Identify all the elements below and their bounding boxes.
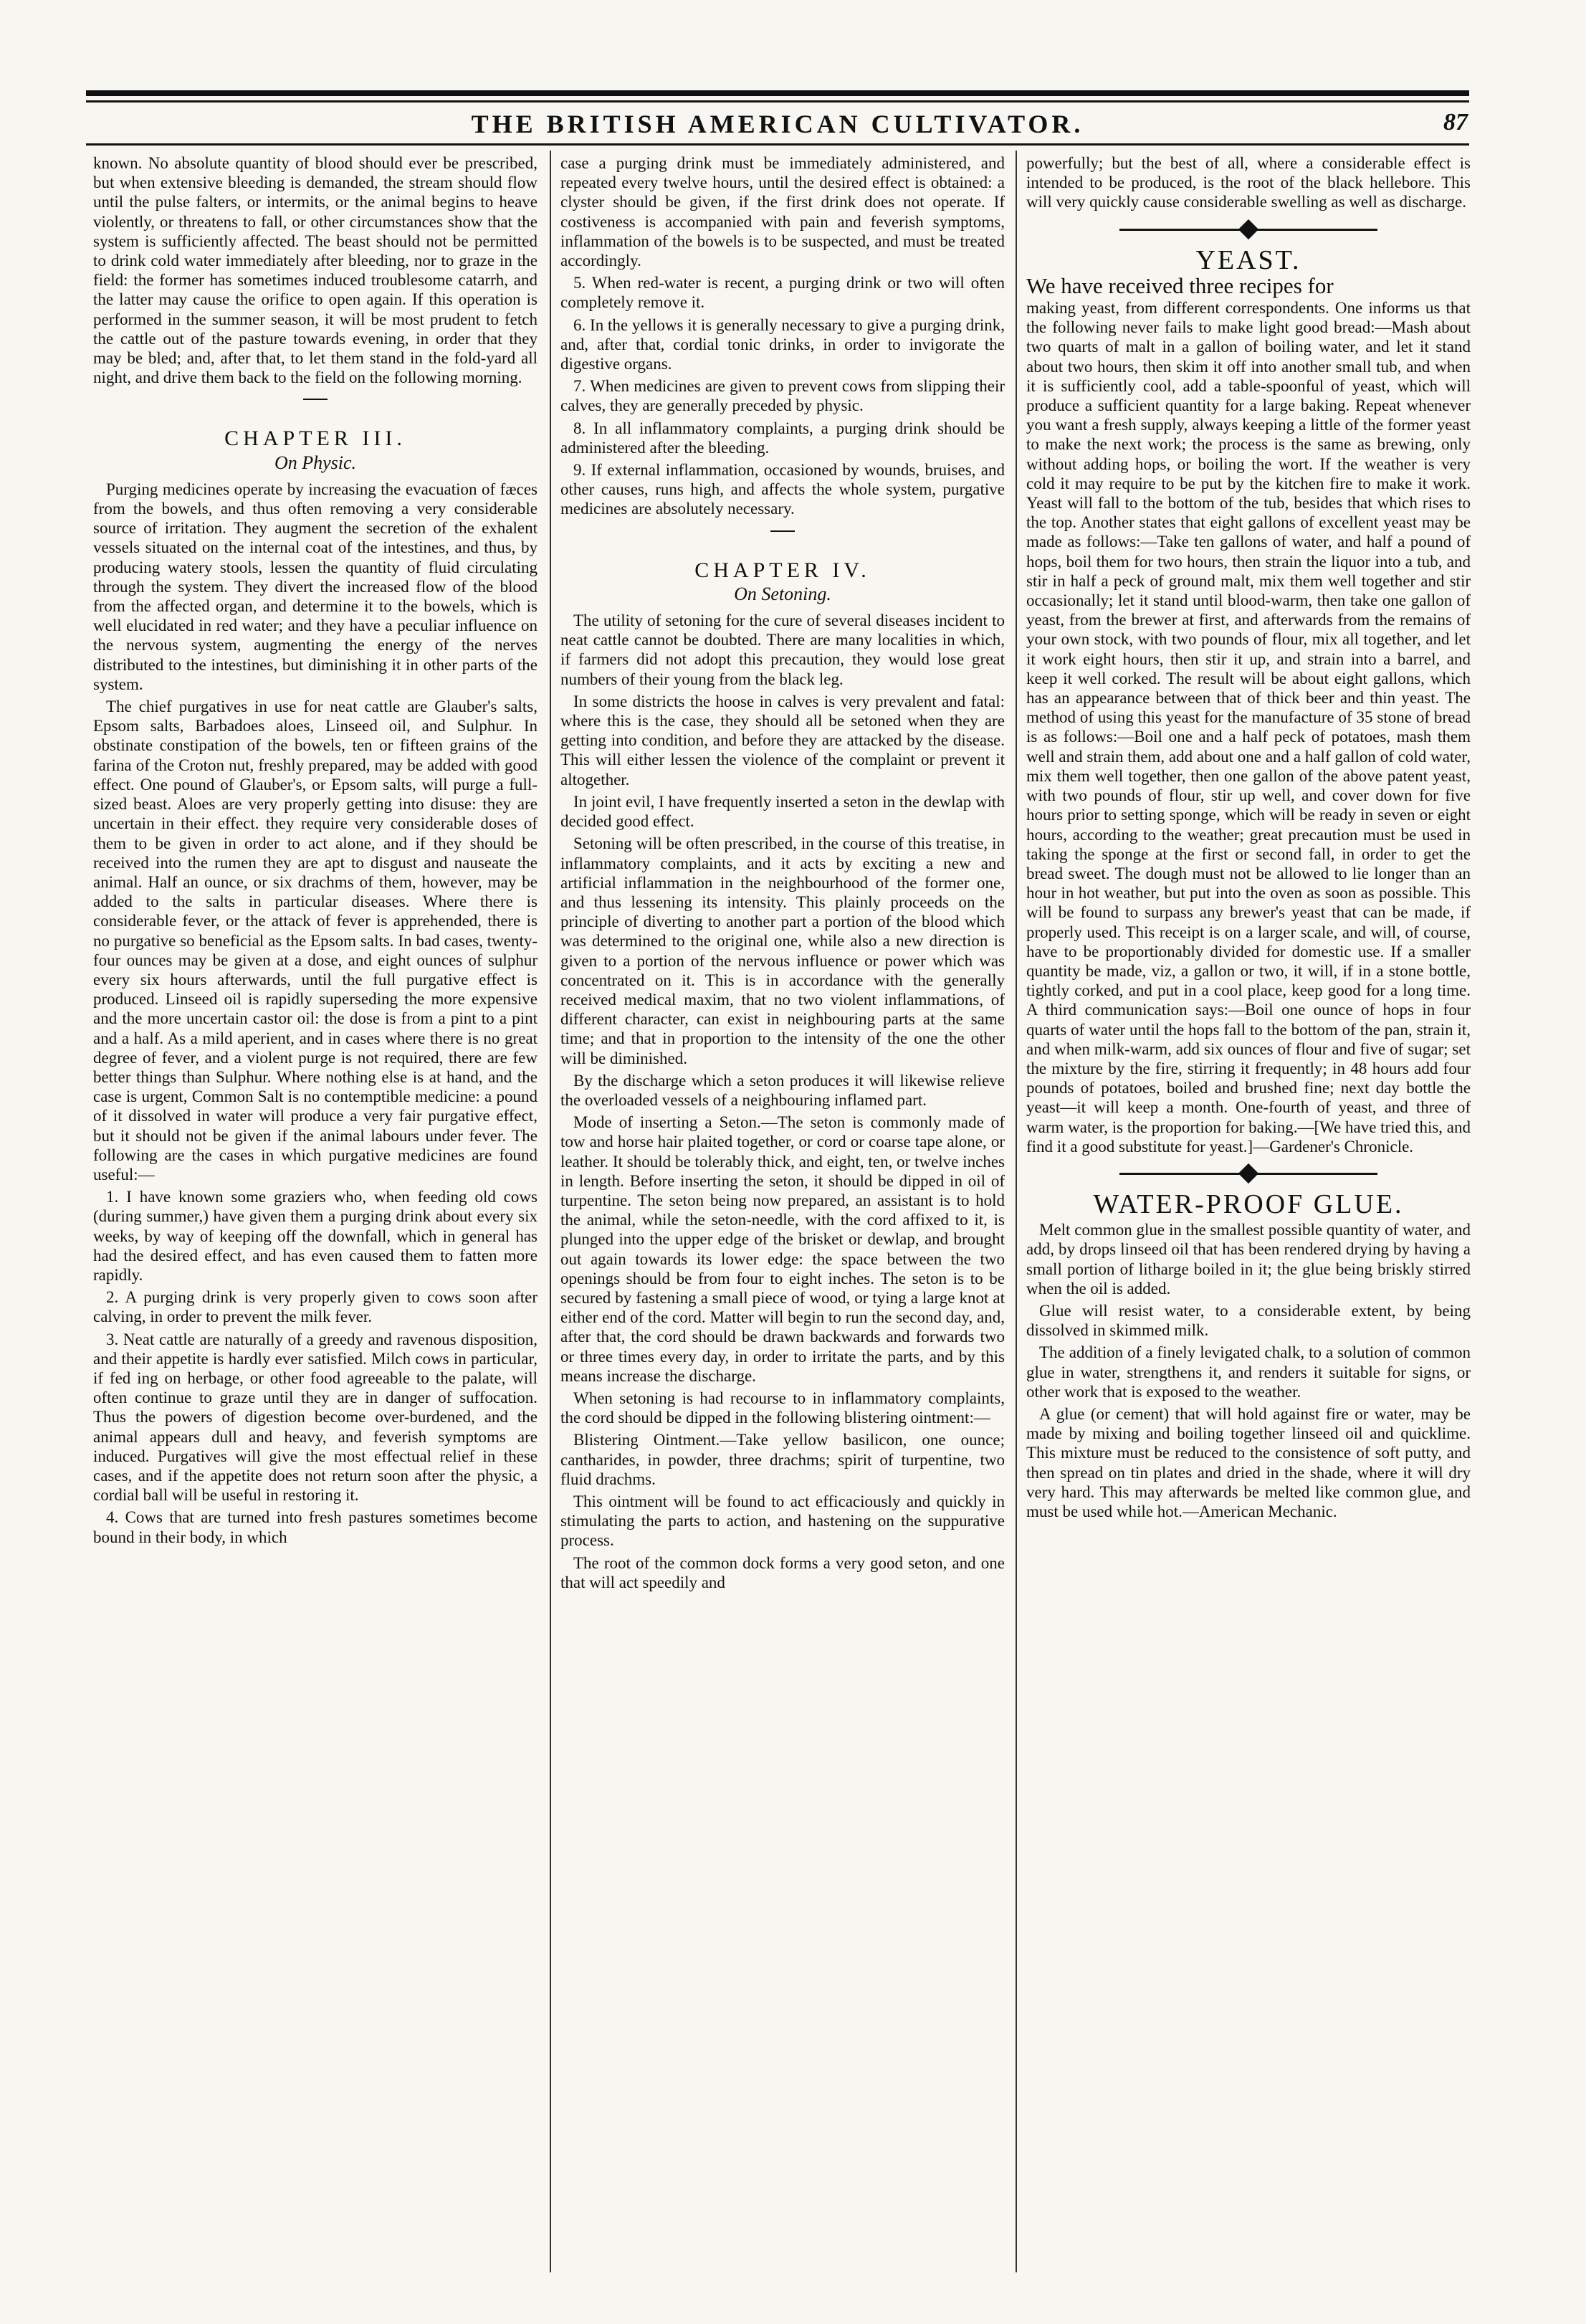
section-divider [303, 399, 328, 400]
paragraph: 9. If external inflammation, occasioned by wounds, bruises, and other causes, runs high, and affects the whole system, purgative medicines are absolutely necessary. [560, 461, 1005, 518]
lead-paragraph: We have received three recipes for [1026, 272, 1334, 298]
column-divider [550, 151, 551, 2272]
masthead-top-rule-thin [86, 100, 1469, 103]
ornament-diamond-icon [1238, 219, 1258, 239]
paragraph: Melt common glue in the smallest possible quantity of water, and add, by drops linseed oil that has been rendered drying by having a small portion of litharge boiled in it; the glue being briskly stirred when the oil is added. [1026, 1221, 1471, 1297]
paragraph: The chief purgatives in use for neat cattle are Glauber's salts, Epsom salts, Barbadoes aloes, Linseed oil, and Sulphur. In obstinate constipation of the bowels, ten or fifteen grains of the farina of the Croton nut, freshly prepared, may be added with good effect. One pound of Glauber's, or Epsom salts, will purge a full-sized beast. Aloes are very properly getting into disuse: they are uncertain in their effect. they require very considerable doses of them to be given in order to act alone, and if they should be received into the rumen they are apt to disgust and nauseate the animal. Half an ounce, or six drachms of them, however, may be added to the salts in particular diseases. Where there is considerable fever, or the attack of fever is apprehended, there is no purgative so beneficial as the Epsom salts. In bad cases, twenty-four ounces may be given at a dose, and eight ounces of sulphur every six hours afterwards, until the full purgative effect is produced. Linseed oil is rapidly superseding the more expensive and the more uncertain castor oil: the dose is from a pint to a pint and a half. As a mild aperient, and in cases where there is no great degree of fever, and a violent purge is not required, there are few better things than Sulphur. Where nothing else is at hand, and the case is urgent, Common Salt is no contemptible medicine: a pound of it dissolved in water will produce a very fair purgative effect, but it should not be given if the animal labours under fever. The following are the cases in which purgative medicines are found useful:— [93, 697, 538, 1184]
masthead-top-rule [86, 90, 1469, 96]
ornamental-divider [1026, 219, 1471, 241]
page-number: 87 [1443, 109, 1468, 135]
paragraph: Blistering Ointment.—Take yellow basilicon, one ounce; cantharides, in powder, three drachms; spirit of turpentine, two fluid drachms. [560, 1431, 1005, 1488]
paragraph: By the discharge which a seton produces it will likewise relieve the overloaded vessels of a neighbouring inflamed part. [560, 1071, 1005, 1109]
column-1 [93, 153, 538, 2275]
paragraph: A glue (or cement) that will hold against fire or water, may be made by mixing and boiling together linseed oil and quicklime. This mixture must be reduced to the consistence of soft putty, and then spread on tin plates and dried in the shade, where it will dry very hard. This may afterwards be melted like common glue, and must be used while hot.—American Mechanic. [1026, 1404, 1471, 1520]
paragraph: Glue will resist water, to a considerable extent, by being dissolved in skimmed milk. [1026, 1301, 1471, 1340]
paragraph: 5. When red-water is recent, a purging drink or two will often completely remove it. [560, 274, 1005, 312]
paragraph: Setoning will be often prescribed, in the course of this treatise, in inflammatory complaints, and it acts by exciting a new and artificial inflammation in the neighbourhood of the former one, and thus lessening its intensity. This plainly proceeds on the principle of diverting to another part a portion of the blood which was determined to the original one, while also a new direction is given to a portion of the nervous influence or power which was concentrated on it. This is in accordance with the generally received medical maxim, that no two violent inflammations, of different character, can exist in neighbouring parts at the same time; and that in proportion to the intensity of the one the other will be diminished. [560, 834, 1005, 1067]
paragraph: case a purging drink must be immediately administered, and repeated every twelve hours, until the desired effect is obtained: a clyster should be given, if the first drink does not operate. If costiveness is accompanied with pain and feverish symptoms, inflammation of the bowels is to be suspected, and must be treated accordingly. [560, 154, 1005, 270]
column-divider [1016, 151, 1017, 2272]
paragraph: When setoning is had recourse to in inflammatory complaints, the cord should be dipped in the following blistering ointment:— [560, 1389, 1005, 1427]
paragraph: 4. Cows that are turned into fresh pastures sometimes become bound in their body, in which [93, 1508, 538, 1546]
paragraph: powerfully; but the best of all, where a considerable effect is intended to be produced, is the root of the black hellebore. This will very quickly cause considerable swelling as well as discharge. [1026, 154, 1471, 211]
paragraph: 1. I have known some graziers who, when feeding old cows (during summer,) have given them a purging drink about every six weeks, by way of keeping off the downfall, which in general has had the desired effect, and has even caused them to fatten more rapidly. [93, 1188, 538, 1284]
chapter-subheading: On Setoning. [734, 583, 831, 604]
paragraph: In joint evil, I have frequently inserted a seton in the dewlap with decided good effect. [560, 792, 1005, 831]
section-divider [770, 530, 795, 532]
section-heading: YEAST. [1195, 244, 1301, 275]
masthead-bottom-rule [86, 143, 1469, 146]
paragraph: 3. Neat cattle are naturally of a greedy and ravenous disposition, and their appetite is hardly ever satisfied. Milch cows in particular, if fed ing on herbage, or other food agreeable to the palate, will often continue to graze until they are in danger of suffocation. Thus the powers of digestion become over-burdened, and the animal appears dull and heavy, and feverish symptoms are induced. Purgatives will give the most effectual relief in these cases, and if the appetite does not return soon after the physic, a cordial ball will be useful in restoring it. [93, 1330, 538, 1505]
chapter-heading: CHAPTER III. [224, 427, 406, 451]
paragraph: 8. In all inflammatory complaints, a purging drink should be administered after the bleeding. [560, 419, 1005, 457]
paragraph: Purging medicines operate by increasing the evacuation of fæces from the bowels, and thus often removing a very considerable source of irritation. They augment the secretion of the exhalent vessels situated on the internal coat of the intestines, and thus, by producing watery stools, lessen the quantity of fluid circulating through the system. They divert the increased flow of the blood from the affected organ, and determine it to the bowels, which is well elucidated in red water; and they have a peculiar influence on the nervous system, augmenting the energy of the nerves distributed to the intestines, but diminishing it in other parts of the system. [93, 480, 538, 693]
ornament-diamond-icon [1238, 1163, 1258, 1184]
paragraph: Mode of inserting a Seton.—The seton is commonly made of tow and horse hair plaited together, or cord or coarse tape alone, or leather. It should be tolerably thick, and eight, ten, or twelve inches in length. Before inserting the seton, it should be dipped in oil of turpentine. The seton being now prepared, an assistant is to hold the animal, while the seton-needle, with the cord affixed to it, is plunged into the upper edge of the brisket or dewlap, and brought out again towards its lower edge: the space between the two openings should be from four to eight inches. The seton is to be secured by fastening a small piece of wood, or tying a large knot at either end of the cord. Matter will begin to run the second day, and, after that, the cord should be drawn backwards and forwards two or three times every day, in order to irritate the parts, and by this means increase the discharge. [560, 1113, 1005, 1385]
paragraph: 7. When medicines are given to prevent cows from slipping their calves, they are generally preceded by physic. [560, 377, 1005, 415]
column-2 [560, 153, 1005, 2275]
masthead-title: THE BRITISH AMERICAN CULTIVATOR. [471, 110, 1084, 138]
paragraph: making yeast, from different correspondents. One informs us that the following never fails to make light good bread:—Mash about two quarts of malt in a gallon of boiling water, and let it stand about two hours, then skim it off into another small tub, and when it is sufficiently cool, add a table-spoonful of yeast, which will produce a sufficient quantity for a large baking. Repeat whenever you want a fresh supply, always keeping a little of the former yeast to make the next work; the process is the same as brewing, only without adding hops, or boiling the wort. If the weather is very cold it may require to be put by the kitchen fire to make it work. Yeast will fall to the bottom of the tub, besides that which rises to the top. Another states that eight gallons of excellent yeast may be made as follows:—Take ten gallons of water, and half a pound of hops, boil them for two hours, then strain the liquor into a tub, and stir in half a peck of ground malt, mix them well together and stir occasionally; let it stand until blood-warm, then take one gallon of yeast, from the brewer at first, and afterwards from the remains of your own stock, with two pounds of flour, mix all together, and let it work eight hours, then stir it up, and strain into a barrel, and keep it well corked. The result will be about eight gallons, which has an appearance between that of thick beer and thin yeast. The method of using this yeast for the manufacture of 35 stone of bread is as follows:—Boil one and a half peck of potatoes, mash them well and strain them, add about one and a half gallon of cold water, mix them well together, then one gallon of the above patent yeast, with two pounds of flour, stir up well, and cover down for five hours prior to setting sponge, which will be ready in seven or eight hours, according to the weather; great precaution must be used in taking the sponge at the first or second fall, in order to get the bread sweet. The dough must not be allowed to lie longer than an hour in hot weather, but put into the oven as soon as possible. This will be found to surpass any brewer's yeast that can be made, if properly used. This receipt is on a larger scale, and will, of course, have to be proportionably divided for domestic use. If a smaller quantity be made, viz, a gallon or two, it will, if in a stone bottle, tightly corked, and put in a cool place, keep good for a long time. A third communication says:—Boil one ounce of hops in four quarts of water until the hops fall to the bottom of the pan, strain it, and when milk-warm, add six ounces of flour and five of sugar; set the mixture by the fire, stirring it frequently; in 48 hours add four pounds of potatoes, boiled and brushed fine; next day bottle the yeast—it will keep a month. One-fourth of yeast, and three of warm water, is the proportion for baking.—[We have tried this, and find it a good substitute for yeast.]—Gardener's Chronicle. [1026, 299, 1471, 1156]
paragraph: The root of the common dock forms a very good seton, and one that will act speedily and [560, 1553, 1005, 1591]
paragraph: 2. A purging drink is very properly given to cows soon after calving, in order to prevent the milk fever. [93, 1288, 538, 1326]
chapter-heading: CHAPTER IV. [694, 558, 871, 582]
section-heading: WATER-PROOF GLUE. [1093, 1189, 1404, 1219]
paragraph: known. No absolute quantity of blood should ever be prescribed, but when extensive bleeding is demanded, the stream should flow until the pulse falters, or intermits, or the animal begins to heave violently, or threatens to fall, or other circumstances show that the system is sufficiently affected. The beast should not be permitted to drink cold water immediately after bleeding, nor to graze in the field: the former has sometimes induced troublesome catarrh, and the latter may cause the orifice to open again. If this operation is performed in the summer season, it will be most prudent to fetch the cattle out of the pasture towards evening, in order that they may be bled; and, after that, to let them stand in the fold-yard all night, and drive them back to the field on the following morning. [93, 154, 538, 387]
chapter-subheading: On Physic. [274, 452, 357, 473]
paragraph: The addition of a finely levigated chalk, to a solution of common glue in water, strengthens it, and renders it suitable for signs, or other work that is exposed to the weather. [1026, 1343, 1471, 1401]
paragraph: The utility of setoning for the cure of several diseases incident to neat cattle cannot be doubted. There are many localities in which, if farmers did not adopt this precaution, they would lose great numbers of their young from the black leg. [560, 611, 1005, 688]
paragraph: This ointment will be found to act efficaciously and quickly in stimulating the parts to action, and hastening on the suppurative process. [560, 1492, 1005, 1550]
ornamental-divider [1026, 1163, 1471, 1185]
paragraph: In some districts the hoose in calves is very prevalent and fatal: where this is the case, they should all be setoned when they are getting into condition, and before they are attacked by the disease. This will either lessen the violence of the complaint or prevent it altogether. [560, 692, 1005, 789]
column-3 [1026, 153, 1471, 2275]
paragraph: 6. In the yellows it is generally necessary to give a purging drink, and, after that, cordial tonic drinks, in order to invigorate the digestive organs. [560, 315, 1005, 373]
